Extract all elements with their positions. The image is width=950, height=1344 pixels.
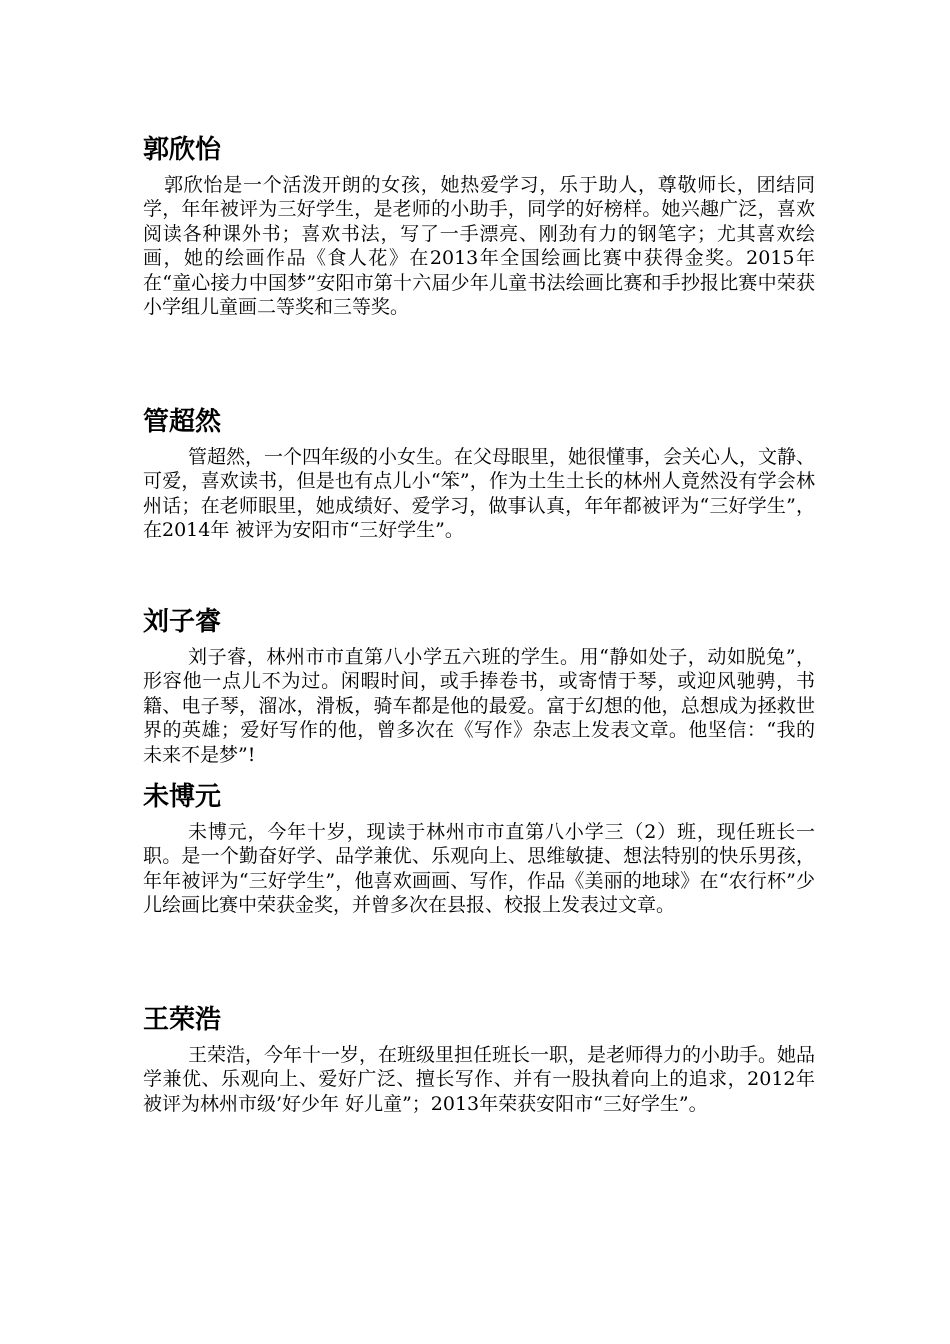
profile-name: 刘子睿 — [143, 607, 222, 637]
profile-bio: 未博元，今年十岁，现读于林州市市直第八小学三（2）班，现任班长一职。是一个勤奋好学、品学兼优、乐观向上、思维敏捷、想法特别的快乐男孩，年年被评为“三好学生”，他喜欢画画、写作，作品《美丽的地球》在“农行杯”少儿绘画比赛中荣获金奖，并曾多次在县报、校报上发表过文章。 — [143, 821, 815, 917]
profile-bio: 刘子睿，林州市市直第八小学五六班的学生。用“静如处子，动如脱兔”，形容他一点儿不为过。闲暇时间，或手捧卷书，或寄情于琴，或迎风驰骋，书籍、电子琴，溜冰，滑板，骑车都是他的最爱。富于幻想的他，总想成为拯救世界的英雄；爱好写作的他，曾多次在《写作》杂志上发表文章。他坚信：“我的未来不是梦”! — [143, 646, 815, 766]
profile-guo-xinyi — [143, 133, 815, 319]
profile-wang-ronghao — [143, 1003, 815, 1116]
profile-bio: 郭欣怡是一个活泼开朗的女孩，她热爱学习，乐于助人，尊敬师长，团结同学，年年被评为三好学生，是老师的小助手，同学的好榜样。她兴趣广泛，喜欢阅读各种课外书；喜欢书法，写了一手漂亮、刚劲有力的钢笔字；尤其喜欢绘画，她的绘画作品《食人花》在2013年全国绘画比赛中获得金奖。2015年在“童心接力中国梦”安阳市第十六届少年儿童书法绘画比赛和手抄报比赛中荣获小学组儿童画二等奖和三等奖。 — [143, 174, 815, 319]
profile-name: 管超然 — [143, 407, 222, 437]
profile-liu-zirui — [143, 605, 815, 767]
profile-guan-chaoran — [143, 405, 815, 543]
profile-name: 王荣浩 — [143, 1005, 222, 1035]
profile-wei-boyuan — [143, 780, 815, 918]
profile-name: 未博元 — [143, 782, 222, 812]
profile-bio: 王荣浩，今年十一岁，在班级里担任班长一职，是老师得力的小助手。她品学兼优、乐观向上、爱好广泛、擅长写作、并有一股执着向上的追求，2012年被评为林州市级’好少年 好儿童”；2013年荣获安阳市“三好学生”。 — [143, 1044, 816, 1115]
profile-name: 郭欣怡 — [143, 135, 222, 165]
profile-bio: 管超然，一个四年级的小女生。在父母眼里，她很懂事，会关心人，文静、可爱，喜欢读书，但是也有点儿小“笨”，作为土生土长的林州人竟然没有学会林州话；在老师眼里，她成绩好、爱学习，做事认真，年年都被评为“三好学生”，在2014年 被评为安阳市“三好学生”。 — [143, 446, 816, 542]
